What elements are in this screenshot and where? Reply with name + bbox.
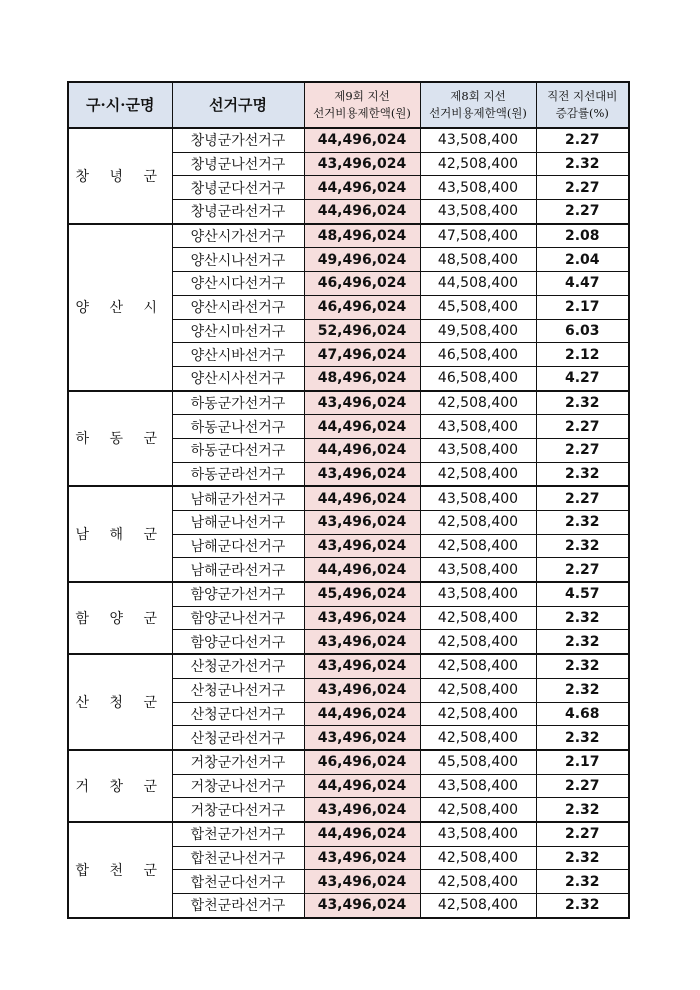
change-rate-cell: 2.17 (536, 295, 629, 319)
district-name-cell: 창녕군다선거구 (172, 176, 304, 200)
table-row (68, 582, 629, 606)
current-limit-cell: 43,496,024 (304, 870, 420, 894)
current-limit-cell: 48,496,024 (304, 224, 420, 248)
change-rate-cell: 2.32 (536, 511, 629, 535)
change-rate-cell: 2.32 (536, 870, 629, 894)
district-name-cell: 창녕군나선거구 (172, 152, 304, 176)
previous-limit-cell: 42,508,400 (420, 511, 536, 535)
district-name-cell: 거창군가선거구 (172, 750, 304, 774)
header-current-limit (304, 82, 420, 128)
header-previous-line2: 선거비용제한액(원) (429, 106, 527, 120)
current-limit-cell: 47,496,024 (304, 343, 420, 367)
table-row (68, 128, 629, 152)
previous-limit-cell: 43,508,400 (420, 558, 536, 582)
current-limit-cell: 49,496,024 (304, 248, 420, 272)
header-rate-line2: 증감률(%) (555, 106, 609, 120)
change-rate-cell: 2.32 (536, 630, 629, 654)
table-row (68, 391, 629, 415)
current-limit-cell: 43,496,024 (304, 654, 420, 678)
current-limit-cell: 44,496,024 (304, 128, 420, 152)
change-rate-cell: 4.27 (536, 366, 629, 390)
district-name-cell: 양산시바선거구 (172, 343, 304, 367)
previous-limit-cell: 47,508,400 (420, 224, 536, 248)
header-previous-line1: 제8회 지선 (450, 89, 506, 103)
table-row (68, 486, 629, 510)
district-name-cell: 합천군다선거구 (172, 870, 304, 894)
current-limit-cell: 48,496,024 (304, 366, 420, 390)
current-limit-cell: 43,496,024 (304, 152, 420, 176)
district-name-cell: 양산시가선거구 (172, 224, 304, 248)
current-limit-cell: 44,496,024 (304, 415, 420, 439)
previous-limit-cell: 43,508,400 (420, 128, 536, 152)
current-limit-cell: 43,496,024 (304, 798, 420, 822)
previous-limit-cell: 42,508,400 (420, 870, 536, 894)
district-name-cell: 남해군나선거구 (172, 511, 304, 535)
current-limit-cell: 43,496,024 (304, 534, 420, 558)
district-name-cell: 남해군가선거구 (172, 486, 304, 510)
change-rate-cell: 2.08 (536, 224, 629, 248)
previous-limit-cell: 48,508,400 (420, 248, 536, 272)
current-limit-cell: 52,496,024 (304, 319, 420, 343)
header-current-line2: 선거비용제한액(원) (313, 106, 411, 120)
change-rate-cell: 2.32 (536, 462, 629, 486)
region-cell: 양 산 시 (68, 224, 172, 391)
current-limit-cell: 46,496,024 (304, 272, 420, 296)
district-name-cell: 거창군다선거구 (172, 798, 304, 822)
district-name-cell: 산청군다선거구 (172, 702, 304, 726)
current-limit-cell: 43,496,024 (304, 606, 420, 630)
district-name-cell: 산청군나선거구 (172, 678, 304, 702)
previous-limit-cell: 49,508,400 (420, 319, 536, 343)
change-rate-cell: 2.04 (536, 248, 629, 272)
current-limit-cell: 43,496,024 (304, 726, 420, 750)
table-row (68, 822, 629, 846)
district-name-cell: 합천군라선거구 (172, 894, 304, 918)
district-name-cell: 산청군가선거구 (172, 654, 304, 678)
district-name-cell: 함양군가선거구 (172, 582, 304, 606)
current-limit-cell: 44,496,024 (304, 558, 420, 582)
district-name-cell: 남해군다선거구 (172, 534, 304, 558)
previous-limit-cell: 42,508,400 (420, 894, 536, 918)
current-limit-cell: 44,496,024 (304, 822, 420, 846)
header-previous-limit (420, 82, 536, 128)
current-limit-cell: 44,496,024 (304, 486, 420, 510)
previous-limit-cell: 45,508,400 (420, 750, 536, 774)
district-name-cell: 창녕군라선거구 (172, 200, 304, 224)
change-rate-cell: 2.27 (536, 128, 629, 152)
change-rate-cell: 2.17 (536, 750, 629, 774)
current-limit-cell: 46,496,024 (304, 750, 420, 774)
previous-limit-cell: 43,508,400 (420, 415, 536, 439)
change-rate-cell: 2.32 (536, 846, 629, 870)
change-rate-cell: 2.27 (536, 774, 629, 798)
current-limit-cell: 43,496,024 (304, 630, 420, 654)
current-limit-cell: 44,496,024 (304, 200, 420, 224)
region-cell: 합 천 군 (68, 822, 172, 918)
table-row (68, 224, 629, 248)
district-name-cell: 양산시라선거구 (172, 295, 304, 319)
change-rate-cell: 6.03 (536, 319, 629, 343)
change-rate-cell: 2.32 (536, 726, 629, 750)
previous-limit-cell: 45,508,400 (420, 295, 536, 319)
region-cell: 하 동 군 (68, 391, 172, 487)
change-rate-cell: 4.68 (536, 702, 629, 726)
previous-limit-cell: 42,508,400 (420, 630, 536, 654)
current-limit-cell: 44,496,024 (304, 438, 420, 462)
change-rate-cell: 2.32 (536, 534, 629, 558)
header-rate-line1: 직전 지선대비 (547, 89, 618, 103)
district-name-cell: 산청군라선거구 (172, 726, 304, 750)
change-rate-cell: 2.27 (536, 176, 629, 200)
region-cell: 남 해 군 (68, 486, 172, 582)
district-name-cell: 함양군나선거구 (172, 606, 304, 630)
change-rate-cell: 2.32 (536, 654, 629, 678)
previous-limit-cell: 46,508,400 (420, 343, 536, 367)
change-rate-cell: 2.27 (536, 415, 629, 439)
district-name-cell: 남해군라선거구 (172, 558, 304, 582)
previous-limit-cell: 42,508,400 (420, 462, 536, 486)
district-name-cell: 하동군다선거구 (172, 438, 304, 462)
previous-limit-cell: 46,508,400 (420, 366, 536, 390)
district-name-cell: 양산시마선거구 (172, 319, 304, 343)
election-cost-limit-table (67, 81, 630, 919)
previous-limit-cell: 43,508,400 (420, 582, 536, 606)
district-name-cell: 양산시사선거구 (172, 366, 304, 390)
header-current-line1: 제9회 지선 (334, 89, 390, 103)
district-name-cell: 함양군다선거구 (172, 630, 304, 654)
current-limit-cell: 46,496,024 (304, 295, 420, 319)
current-limit-cell: 44,496,024 (304, 702, 420, 726)
previous-limit-cell: 43,508,400 (420, 176, 536, 200)
change-rate-cell: 2.32 (536, 678, 629, 702)
district-name-cell: 하동군나선거구 (172, 415, 304, 439)
previous-limit-cell: 42,508,400 (420, 846, 536, 870)
table-row (68, 654, 629, 678)
change-rate-cell: 2.27 (536, 438, 629, 462)
district-name-cell: 양산시나선거구 (172, 248, 304, 272)
region-cell: 산 청 군 (68, 654, 172, 750)
previous-limit-cell: 42,508,400 (420, 534, 536, 558)
current-limit-cell: 43,496,024 (304, 894, 420, 918)
previous-limit-cell: 42,508,400 (420, 654, 536, 678)
change-rate-cell: 2.27 (536, 486, 629, 510)
change-rate-cell: 2.27 (536, 822, 629, 846)
current-limit-cell: 44,496,024 (304, 774, 420, 798)
current-limit-cell: 43,496,024 (304, 391, 420, 415)
region-cell: 창 녕 군 (68, 128, 172, 224)
previous-limit-cell: 42,508,400 (420, 678, 536, 702)
region-cell: 함 양 군 (68, 582, 172, 654)
current-limit-cell: 44,496,024 (304, 176, 420, 200)
previous-limit-cell: 42,508,400 (420, 391, 536, 415)
previous-limit-cell: 42,508,400 (420, 606, 536, 630)
previous-limit-cell: 43,508,400 (420, 200, 536, 224)
current-limit-cell: 43,496,024 (304, 846, 420, 870)
header-district: 선거구명 (172, 82, 304, 128)
region-cell: 거 창 군 (68, 750, 172, 822)
change-rate-cell: 2.12 (536, 343, 629, 367)
change-rate-cell: 2.32 (536, 894, 629, 918)
district-name-cell: 하동군라선거구 (172, 462, 304, 486)
previous-limit-cell: 43,508,400 (420, 774, 536, 798)
previous-limit-cell: 43,508,400 (420, 438, 536, 462)
previous-limit-cell: 43,508,400 (420, 822, 536, 846)
change-rate-cell: 2.32 (536, 606, 629, 630)
district-name-cell: 거창군나선거구 (172, 774, 304, 798)
current-limit-cell: 43,496,024 (304, 462, 420, 486)
current-limit-cell: 43,496,024 (304, 511, 420, 535)
district-name-cell: 창녕군가선거구 (172, 128, 304, 152)
previous-limit-cell: 43,508,400 (420, 486, 536, 510)
previous-limit-cell: 42,508,400 (420, 798, 536, 822)
district-name-cell: 합천군나선거구 (172, 846, 304, 870)
table-header-row (68, 82, 629, 128)
district-name-cell: 양산시다선거구 (172, 272, 304, 296)
change-rate-cell: 4.57 (536, 582, 629, 606)
change-rate-cell: 2.32 (536, 798, 629, 822)
previous-limit-cell: 44,508,400 (420, 272, 536, 296)
change-rate-cell: 2.32 (536, 391, 629, 415)
current-limit-cell: 45,496,024 (304, 582, 420, 606)
district-name-cell: 합천군가선거구 (172, 822, 304, 846)
previous-limit-cell: 42,508,400 (420, 726, 536, 750)
change-rate-cell: 4.47 (536, 272, 629, 296)
header-change-rate (536, 82, 629, 128)
change-rate-cell: 2.27 (536, 558, 629, 582)
previous-limit-cell: 42,508,400 (420, 702, 536, 726)
header-region: 구·시·군명 (68, 82, 172, 128)
table-row (68, 750, 629, 774)
district-name-cell: 하동군가선거구 (172, 391, 304, 415)
previous-limit-cell: 42,508,400 (420, 152, 536, 176)
change-rate-cell: 2.27 (536, 200, 629, 224)
table-body (68, 128, 629, 918)
change-rate-cell: 2.32 (536, 152, 629, 176)
current-limit-cell: 43,496,024 (304, 678, 420, 702)
